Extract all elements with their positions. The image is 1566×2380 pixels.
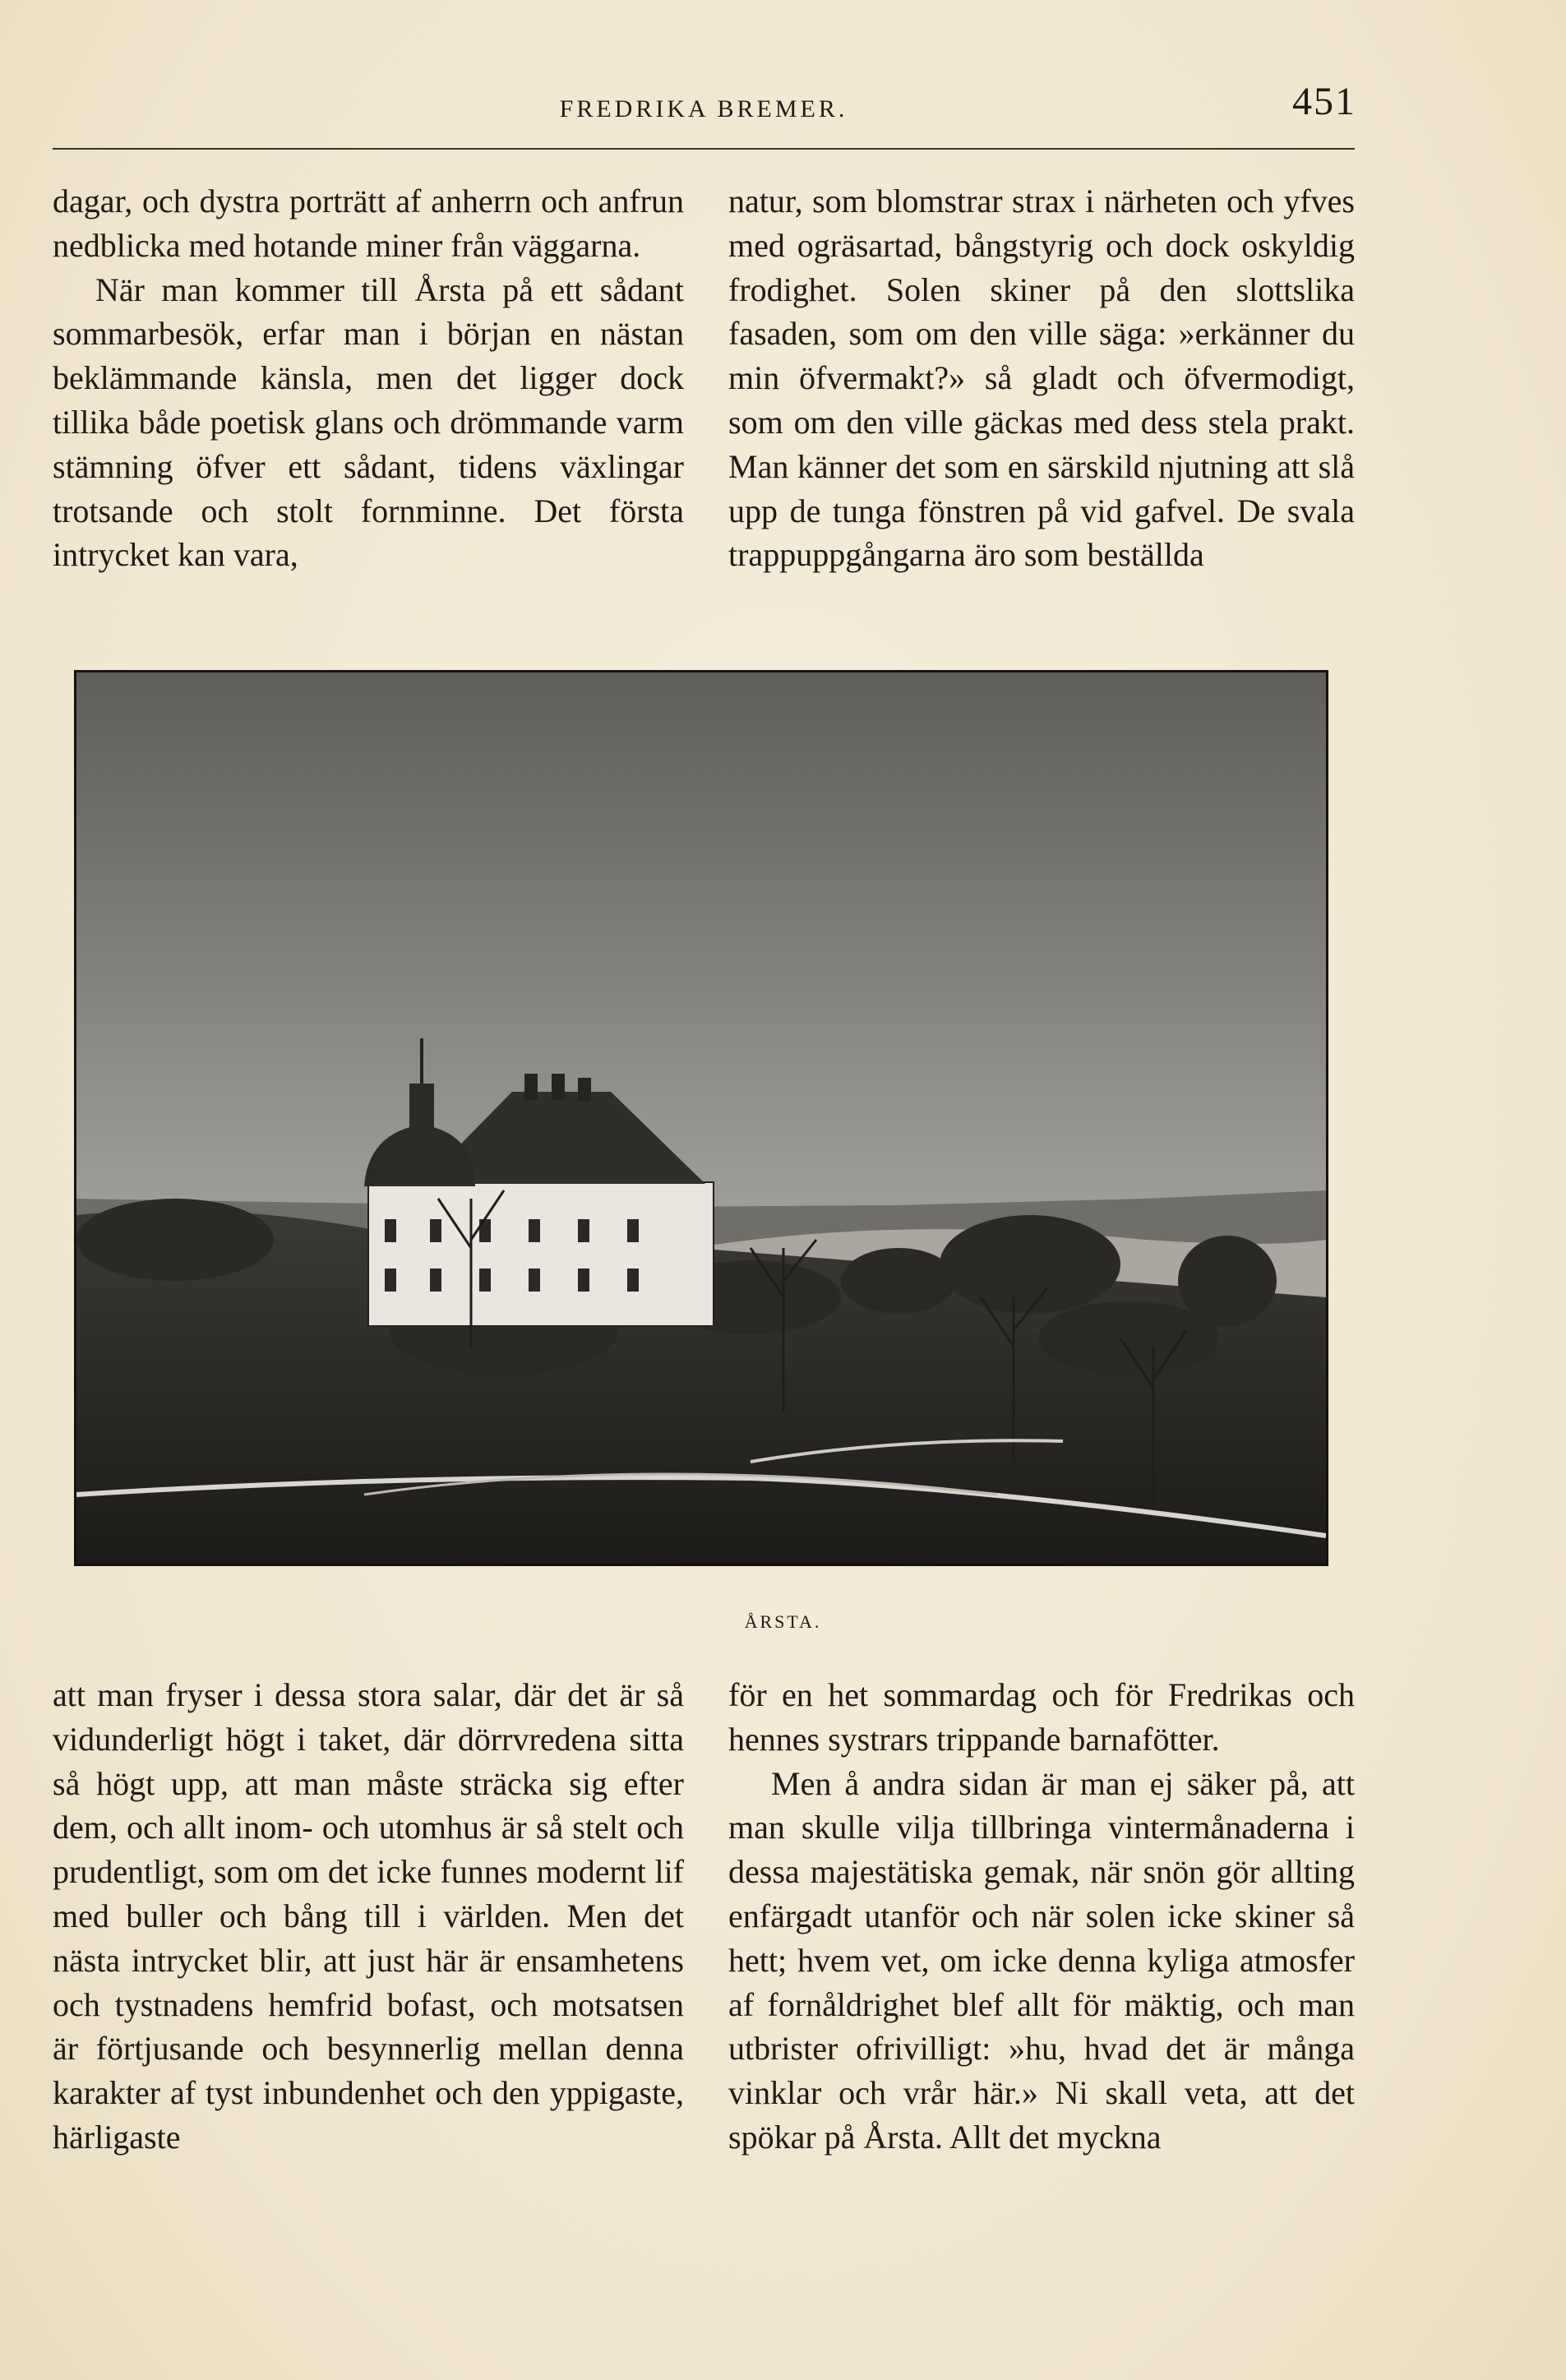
text-column-top-left bbox=[53, 179, 684, 577]
paragraph: Men å andra sidan är man ej säker på, att man skulle vilja tillbringa vintermånaderna i dessa majestätiska gemak, när snön gör allting enfärgadt utanför och när solen icke skiner så hett; hvem vet, om icke denna kyliga atmosfer af fornåldrighet blef allt för mäktig, och man utbrister ofrivilligt: »hu, hvad det är många vinklar och vrår här.» Ni skall veta, att det spökar på Årsta. Allt det myckna bbox=[728, 1764, 1355, 2156]
running-title: FREDRIKA BREMER. bbox=[559, 95, 848, 122]
page-number: 451 bbox=[1292, 80, 1356, 123]
paragraph: att man fryser i dessa stora salar, där det är så vidunderligt högt i taket, där dörrvredena sitta så högt upp, att man måste sträcka sig efter dem, och allt inom- och utomhus är så stelt och prudentligt, som om det icke funnes modernt lif med buller och bång till i världen. Men det nästa intrycket blir, att just här är ensamhetens och tystnadens hemfrid bofast, och motsatsen är förtjusande och besynnerlig mellan denna karakter af tyst inbundenhet och den yppigaste, härligaste bbox=[53, 1676, 684, 2156]
paragraph: När man kommer till Årsta på ett sådant sommarbesök, erfar man i början en nästan beklämmande känsla, men det ligger dock tillika både poetisk glans och drömmande varm stämning öfver ett sådant, tidens växlingar trotsande och stolt fornminne. Det första intrycket kan vara, bbox=[53, 270, 684, 574]
figure-caption: ÅRSTA. bbox=[744, 1611, 822, 1632]
text-column-top-right bbox=[728, 179, 1355, 577]
paragraph: dagar, och dystra porträtt af anherrn och anfrun nedblicka med hotande miner från väggarna. bbox=[53, 183, 684, 264]
photograph-plate bbox=[74, 670, 1328, 1566]
text-column-bottom-left bbox=[53, 1673, 684, 2160]
page-header bbox=[53, 80, 1356, 150]
text-column-bottom-right bbox=[728, 1673, 1355, 2160]
manor-photograph bbox=[76, 672, 1326, 1564]
paragraph: natur, som blomstrar strax i närheten och yfves med ogräsartad, bångstyrig och dock oskyldig frodighet. Solen skiner på den slottslika fasaden, som om den ville säga: »erkänner du min öfvermakt?» så gladt och öfvermodigt, som om den ville gäckas med dess stela prakt. Man känner det som en särskild njutning att slå upp de tunga fönstren på vid gafvel. De svala trappuppgångarna äro som beställda bbox=[728, 183, 1355, 574]
paragraph: för en het sommardag och för Fredrikas och hennes systrars trippande barnafötter. bbox=[728, 1676, 1355, 1758]
